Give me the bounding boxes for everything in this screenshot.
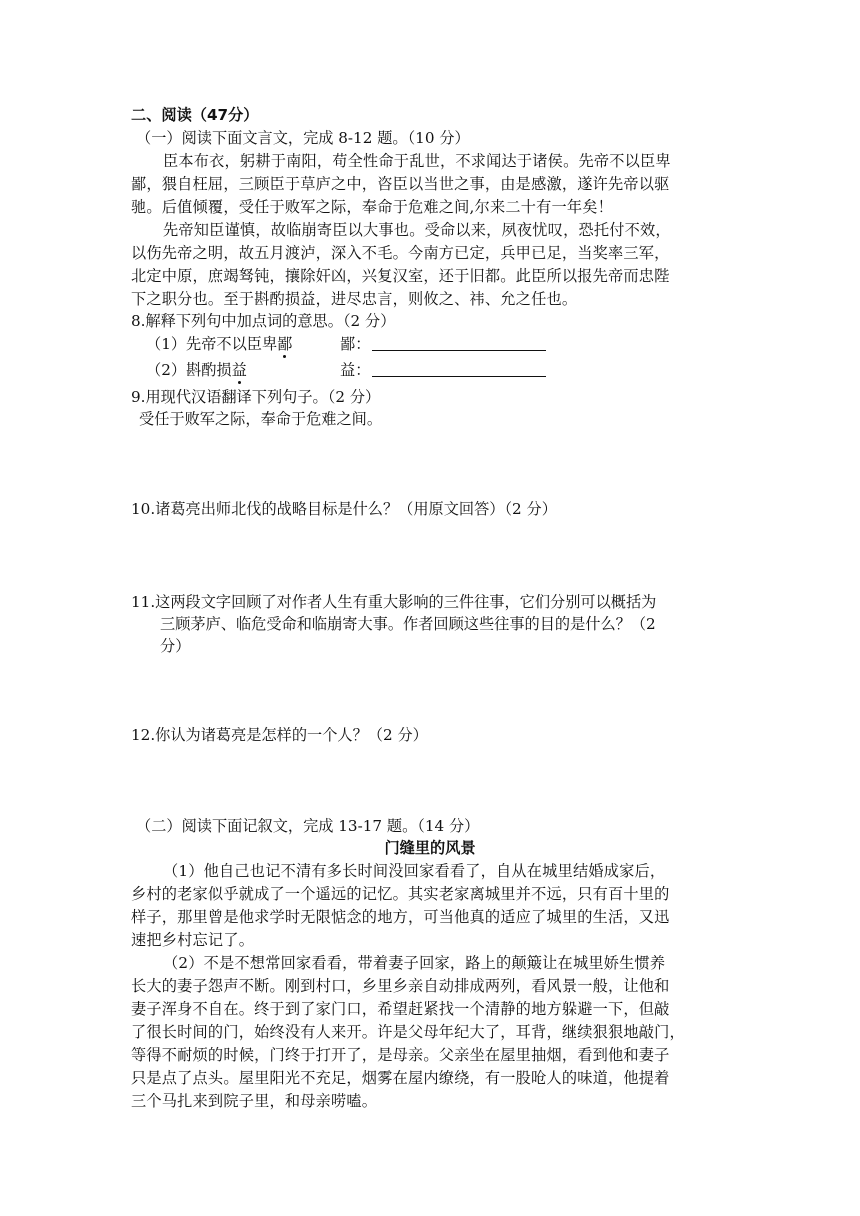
narrative-text-line: 只是点了点头。屋里阳光不充足，烟雾在屋内缭绕，有一股呛人的味道，他提着 [131, 1069, 670, 1087]
question-11-stem-line: 三顾茅庐、临危受命和临崩寄大事。作者回顾这些往事的目的是什么？（2 [160, 615, 656, 633]
classical-text-line: 先帝知臣谨慎，故临崩寄臣以大事也。受命以来，夙夜忧叹，恐托付不效， [163, 221, 671, 239]
question-11-stem-line: 11.这两段文字回顾了对作者人生有重大影响的三件往事，它们分别可以概括为 [131, 593, 657, 611]
dotted-word-bi: 鄙 [277, 335, 293, 353]
narrative-text-line: 乡村的老家似乎就成了一个遥远的记忆。其实老家离城里并不远，只有百十里的 [131, 885, 670, 903]
classical-text-line: 北定中原，庶竭驽钝，攘除奸凶，兴复汉室，还于旧都。此臣所以报先帝而忠陛 [131, 267, 670, 285]
narrative-text-line: 样子，那里曾是他求学时无限惦念的地方，可当他真的适应了城里的生活，又迅 [131, 908, 670, 926]
question-10-stem: 10.诸葛亮出师北伐的战略目标是什么？（用原文回答）（2 分） [131, 500, 557, 518]
section-heading: 二、阅读（47分） [131, 106, 259, 124]
narrative-text-line: 妻子浑身不自在。终于到了家门口，希望赶紧找一个清静的地方躲避一下，但敲 [131, 1000, 670, 1018]
part2-instruction: （二）阅读下面记叙文，完成 13-17 题。（14 分） [136, 817, 480, 835]
classical-text-line: 下之职分也。至于斟酌损益，进尽忠言，则攸之、祎、允之任也。 [131, 290, 578, 308]
narrative-text-line: 速把乡村忘记了。 [131, 931, 255, 949]
question-11-stem-line: 分） [160, 637, 191, 655]
classical-text-line: 臣本布衣，躬耕于南阳，苟全性命于乱世，不求闻达于诸侯。先帝不以臣卑 [163, 152, 671, 170]
narrative-text-line: 了很长时间的门，始终没有人来开。许是父母年纪大了，耳背，继续狠狠地敲门， [131, 1023, 685, 1041]
question-8-item-1 [146, 333, 746, 355]
narrative-text-line: （1）他自己也记不清有多长时间没回家看看了，自从在城里结婚成家后， [163, 862, 666, 880]
part1-instruction: （一）阅读下面文言文，完成 8-12 题。（10 分） [136, 129, 470, 147]
narrative-text-line: 长大的妻子怨声不断。刚到村口，乡里乡亲自动排成两列，看风景一般，让他和 [131, 977, 670, 995]
item-1-label: 鄙： [340, 335, 371, 353]
narrative-text-line: 等得不耐烦的时候，门终于打开了，是母亲。父亲坐在屋里抽烟，看到他和妻子 [131, 1046, 670, 1064]
narrative-title: 门缝里的风景 [384, 839, 476, 857]
answer-blank-1[interactable] [372, 350, 546, 351]
narrative-text-line: （2）不是不想常回家看看，带着妻子回家，路上的颠簸让在城里娇生惯养 [163, 954, 666, 972]
question-12-stem: 12.你认为诸葛亮是怎样的一个人？（2 分） [131, 726, 428, 744]
question-8-stem: 8.解释下列句中加点词的意思。（2 分） [131, 312, 396, 330]
question-9-sentence: 受任于败军之际，奉命于危难之间。 [139, 410, 382, 428]
question-9-stem: 9.用现代汉语翻译下列句子。（2 分） [131, 388, 381, 406]
narrative-text-line: 三个马扎来到院子里，和母亲唠嗑。 [131, 1092, 378, 1110]
classical-text-line: 驰。后值倾覆，受任于败军之际，奉命于危难之间,尔来二十有一年矣！ [131, 198, 614, 216]
answer-blank-2[interactable] [372, 376, 546, 377]
question-8-item-2 [146, 359, 746, 381]
classical-text-line: 鄙，猥自枉屈，三顾臣于草庐之中，咨臣以当世之事，由是感激，遂许先帝以驱 [131, 175, 670, 193]
classical-text-line: 以伤先帝之明，故五月渡泸，深入不毛。今南方已定，兵甲已足，当奖率三军， [131, 244, 670, 262]
dotted-word-yi: 益 [231, 361, 247, 379]
item-2-prefix: （2）斟酌损 [146, 361, 232, 379]
item-1-prefix: （1）先帝不以臣卑 [146, 335, 278, 353]
item-2-label: 益： [340, 361, 371, 379]
